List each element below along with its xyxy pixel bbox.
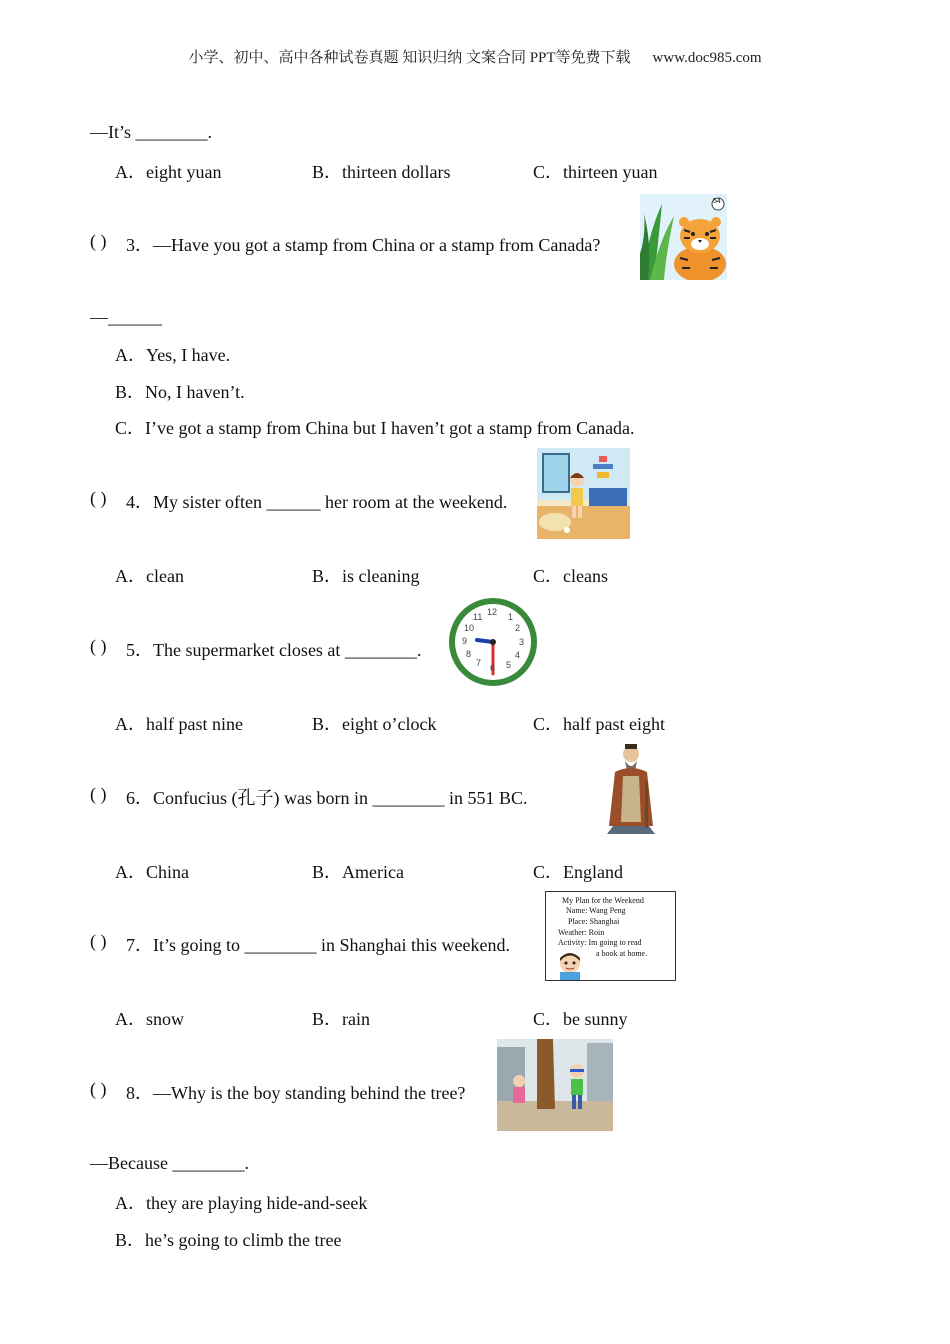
plan-title: My Plan for the Weekend xyxy=(562,896,644,905)
clock-num-8: 8 xyxy=(466,649,472,659)
page-header xyxy=(0,46,950,67)
clock-num-6: 6 xyxy=(490,663,496,673)
clock-num-4: 4 xyxy=(515,650,521,660)
q7-option-b: B．rain xyxy=(312,1009,370,1029)
confucius-image xyxy=(603,742,659,835)
q6-option-c: C．England xyxy=(533,862,623,882)
q4-option-b: B．is cleaning xyxy=(312,566,420,586)
q3-stem: 3．—Have you got a stamp from China or a stamp from Canada? xyxy=(126,235,601,255)
hide-and-seek-image xyxy=(497,1039,613,1131)
q5-option-c: C．half past eight xyxy=(533,714,665,734)
q3-option-c: C．I’ve got a stamp from China but I haven’t got a stamp from Canada. xyxy=(115,418,635,438)
q8-answer-line: —Because ________. xyxy=(90,1153,249,1173)
plan-activity-cont: a book at home. xyxy=(596,949,648,958)
plan-place: Place: Shanghai xyxy=(568,917,620,926)
q6-bracket: ( ) xyxy=(90,784,107,804)
clock-num-12: 12 xyxy=(487,607,498,617)
clock-num-3: 3 xyxy=(519,637,525,647)
plan-activity: Activity: Im going to read xyxy=(558,938,642,947)
q6-option-a: A．China xyxy=(115,862,189,882)
q5-option-a: A．half past nine xyxy=(115,714,243,734)
q3-option-b: B．No, I haven’t. xyxy=(115,382,245,402)
q2-option-b: B．thirteen dollars xyxy=(312,162,451,182)
q7-option-a: A．snow xyxy=(115,1009,185,1029)
q3-answer-line: —______ xyxy=(90,307,162,327)
q4-option-a: A．clean xyxy=(115,566,184,586)
q8-bracket: ( ) xyxy=(90,1079,107,1099)
header-text: 小学、初中、高中各种试卷真题 知识归纳 文案合同 PPT等免费下载 xyxy=(188,50,631,66)
q7-option-c: C．be sunny xyxy=(533,1009,628,1029)
clock-num-7: 7 xyxy=(476,658,482,668)
clock-num-5: 5 xyxy=(506,660,512,670)
plan-name: Name: Wang Peng xyxy=(566,906,626,915)
q4-bracket: ( ) xyxy=(90,488,107,508)
q5-bracket: ( ) xyxy=(90,636,107,656)
tiger-stamp-image xyxy=(640,194,727,280)
q6-option-b: B．America xyxy=(312,862,404,882)
q7-bracket: ( ) xyxy=(90,931,107,951)
q4-option-c: C．cleans xyxy=(533,566,608,586)
q8-stem: 8．—Why is the boy standing behind the tree? xyxy=(126,1083,466,1103)
q2-answer-line: —It’s ________. xyxy=(90,122,213,142)
boy-avatar xyxy=(556,950,584,980)
q8-option-b: B．he’s going to climb the tree xyxy=(115,1230,342,1250)
q7-stem: 7．It’s going to ________ in Shanghai this weekend. xyxy=(126,935,510,955)
q2-option-a: A．eight yuan xyxy=(115,162,222,182)
q3-bracket: ( ) xyxy=(90,231,107,251)
clock-num-2: 2 xyxy=(515,623,521,633)
clock-num-1: 1 xyxy=(508,612,514,622)
girl-cleaning-room-image xyxy=(537,448,630,539)
q3-option-a: A．Yes, I have. xyxy=(115,345,231,365)
q6-stem: 6．Confucius (孔子) was born in ________ in 551 BC. xyxy=(126,788,528,808)
q4-stem: 4．My sister often ______ her room at the weekend. xyxy=(126,492,508,512)
stamp-value: 54 xyxy=(713,198,721,205)
q5-option-b: B．eight o’clock xyxy=(312,714,437,734)
q8-option-a: A．they are playing hide-and-seek xyxy=(115,1193,368,1213)
clock-image xyxy=(446,596,540,688)
clock-num-9: 9 xyxy=(462,636,468,646)
q5-stem: 5．The supermarket closes at ________. xyxy=(126,640,422,660)
plan-weather: Weather: Roin xyxy=(558,928,605,937)
q2-option-c: C．thirteen yuan xyxy=(533,162,658,182)
clock-num-10: 10 xyxy=(464,623,475,633)
header-url: www.doc985.com xyxy=(652,50,762,66)
clock-num-11: 11 xyxy=(473,612,483,622)
weekend-plan-card xyxy=(545,891,676,981)
